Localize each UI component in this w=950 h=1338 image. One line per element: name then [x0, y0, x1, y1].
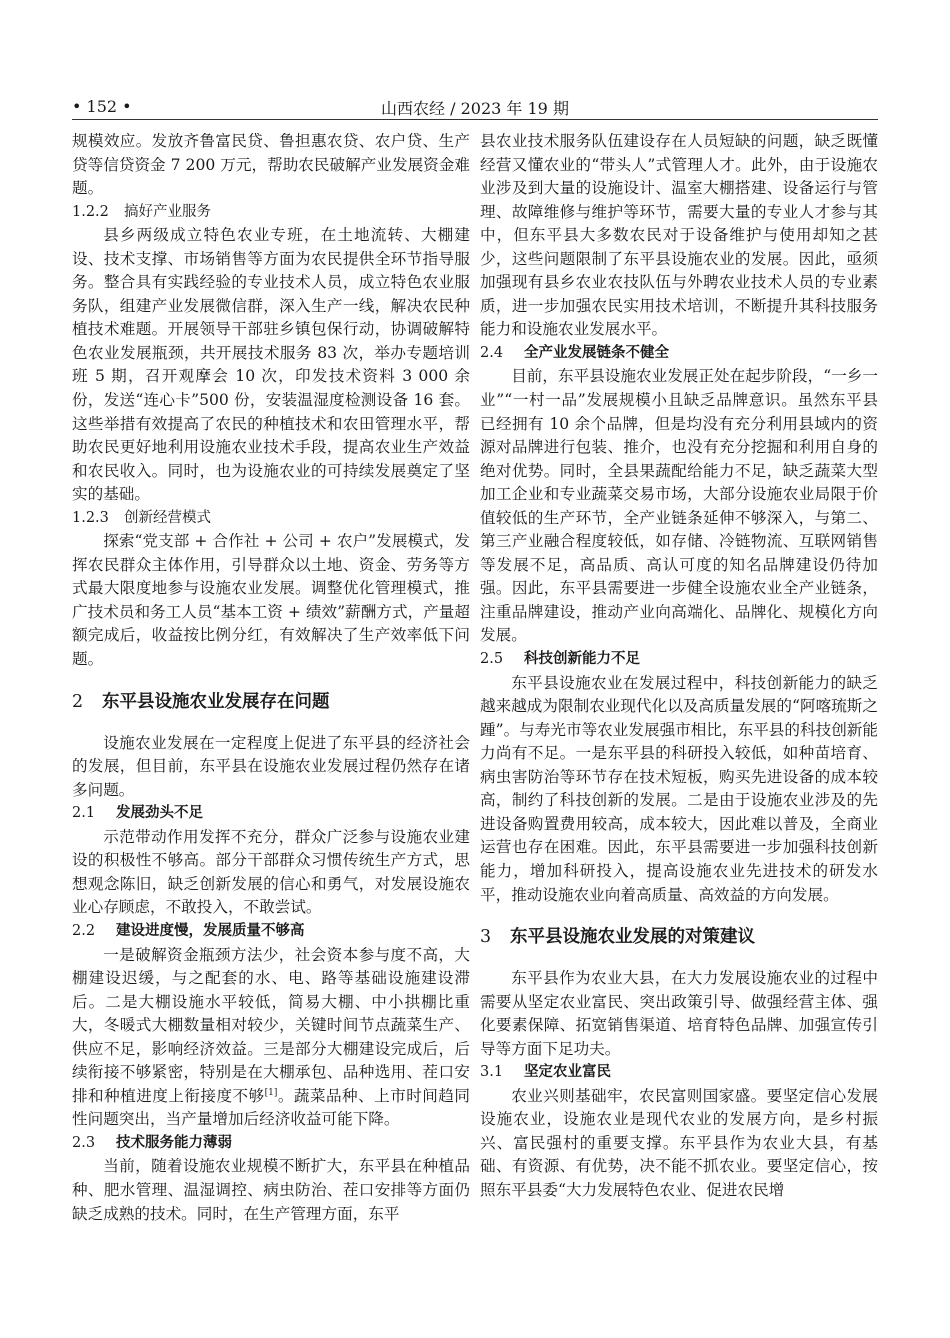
paragraph: 东平县作为农业大县，在大力发展设施农业的过程中需要从坚定农业富民、突出政策引导、做强经营主体、强化要素保障、拓宽销售渠道、培育特色品牌、加强宣传引导等方面下足功夫。: [480, 969, 878, 1058]
section-number: 3.1: [480, 1064, 504, 1081]
section-number: 2: [72, 691, 84, 712]
section-title: 全产业发展链条不健全: [524, 344, 669, 361]
header-rule: [72, 119, 878, 120]
section-number: 1.2.3: [72, 509, 109, 526]
section-heading-1-2-3: [72, 507, 470, 531]
section-heading-1-2-2: [72, 201, 470, 225]
section-title: 科技创新能力不足: [524, 651, 640, 668]
running-header: [72, 94, 878, 120]
section-title: 东平县设施农业发展的对策建议: [510, 927, 755, 948]
section-number: 2.1: [72, 805, 96, 822]
paragraph: [72, 944, 470, 1132]
paragraph: 东平县设施农业在发展过程中，科技创新能力的缺乏越来越成为限制农业现代化以及高质量发展的“阿喀琉斯之踵”。与寿光市等农业发展强市相比，东平县的科技创新能力尚有不足。一是东平县的科研投入较低，如种苗培育、病虫害防治等环节存在技术短板，购买先进设备的成本较高，制约了科技创新的发展。二是由于设施农业涉及的先进设备购置费用较高，成本较大，因此难以普及，全商业运营也存在困难。因此，东平县需要进一步加强科技创新能力，增加科研投入，提高设施农业先进技术的研发水平，推动设施农业向着高质量、高效益的方向发展。: [480, 673, 878, 904]
section-title: 搞好产业服务: [124, 203, 211, 220]
section-title: 坚定农业富民: [524, 1064, 611, 1081]
section-number: 1.2.2: [72, 203, 109, 220]
paragraph: 示范带动作用发挥不充分，群众广泛参与设施农业建设的积极性不够高。部分干部群众习惯传统生产方式，思想观念陈旧，缺乏创新发展的信心和勇气，对发展设施农业心存顾虑，不敢投入，不敢尝试。: [72, 827, 470, 917]
section-heading-3-1: [480, 1061, 878, 1085]
section-number: 3: [480, 927, 492, 948]
section-number: 2.5: [480, 651, 504, 668]
journal-title: 山西农经 / 2023 年 19 期: [381, 99, 569, 118]
section-number: 2.2: [72, 922, 96, 939]
section-title: 建设进度慢，发展质量不够高: [116, 922, 305, 939]
paragraph-text: 。蔬菜品种、上市时间趋同性问题突出，当产量增加后经济收益可能下降。: [72, 1086, 470, 1129]
section-title: 东平县设施农业发展存在问题: [102, 691, 330, 712]
paragraph: 县农业技术服务队伍建设存在人员短缺的问题，缺乏既懂经营又懂农业的“带头人”式管理人才。此外，由于设施农业涉及到大量的设施设计、温室大棚搭建、设备运行与管理、故障维修与维护等环节，需要大量的专业人才参与其中，但东平县大多数农民对于设备维护与使用却知之甚少，这些问题限制了东平县设施农业的发展。因此，亟须加强现有县乡农业农技队伍与外聘农业技术人员的专业素质，进一步加强农民实用技术培训，不断提升其科技服务能力和设施农业发展水平。: [480, 132, 878, 339]
section-heading-3: [480, 907, 878, 967]
paragraph: 目前，东平县设施农业发展正处在起步阶段，“一乡一业”“一村一品”发展规模小且缺乏品牌意识。虽然东平县已经拥有 10 余个品牌，但是均没有充分利用县域内的资源对品牌进行包装、推介，也没有充分挖掘和利用自身的绝对优势。同时，全县果蔬配给能力不足，缺乏蔬菜大型加工企业和专业蔬菜交易市场，大部分设施农业局限于价值较低的生产环节，全产业链条延伸不够深入，与第二、第三产业融合程度较低，如存储、冷链物流、互联网销售等发展不足，高品质、高认可度的知名品牌建设仍待加强。因此，东平县需要进一步健全设施农业全产业链条，注重品牌建设，推动产业向高端化、品牌化、规模化方向发展。: [480, 367, 878, 645]
section-number: 2.4: [480, 344, 504, 361]
section-heading-2-4: [480, 342, 878, 366]
paragraph: 设施农业发展在一定程度上促进了东平县的经济社会的发展，但目前，东平县在设施农业发展过程仍然存在诸多问题。: [72, 733, 470, 799]
paragraph: 规模效应。发放齐鲁富民贷、鲁担惠农贷、农户贷、生产贷等信贷资金 7 200 万元，帮助农民破解产业发展资金难题。: [72, 132, 470, 198]
paragraph: 县乡两级成立特色农业专班，在土地流转、大棚建设、技术支撑、市场销售等方面为农民提供全环节指导服务。整合具有实践经验的专业技术人员，成立特色农业服务队，组建产业发展微信群，深入生产一线，解决农民种植技术难题。开展领导干部驻乡镇包保行动，协调破解特色农业发展瓶颈，共开展技术服务 83 次，举办专题培训班 5 期，召开观摩会 10 次，印发技术资料 3 000 余份，发送“连心卡”500 份，安装温湿度检测设备 16 套。这些举措有效提高了农民的种植技术和农田管理水平，帮助农民更好地利用设施农业技术手段，提高农业生产效益和农民收入。同时，也为设施农业的可持续发展奠定了坚实的基础。: [72, 226, 470, 504]
paragraph: 探索“党支部 + 合作社 + 公司 + 农户”发展模式，发挥农民群众主体作用，引导群众以土地、资金、劳务等方式最大限度地参与设施农业发展。调整优化管理模式，推广技术员和务工人员“基本工资 + 绩效”薪酬方式，产量超额完成后，收益按比例分红，有效解决了生产效率低下问题。: [72, 532, 470, 669]
section-heading-2-5: [480, 648, 878, 672]
section-heading-2-1: [72, 802, 470, 826]
paragraph-text: 一是破解资金瓶颈方法少，社会资本参与度不高，大棚建设迟缓，与之配套的水、电、路等基础设施建设滞后。二是大棚设施水平较低，简易大棚、中小拱棚比重大，冬暖式大棚数量相对较少，关键时间节点蔬菜生产、供应不足，影响经济效益。三是部分大棚建设完成后，后续衔接不够紧密，特别是在大棚承包、品种选用、茬口安排和种植进度上衔接度不够: [72, 945, 470, 1105]
section-heading-2-2: [72, 920, 470, 944]
right-column: [480, 130, 878, 1203]
section-title: 创新经营模式: [124, 509, 211, 526]
section-title: 发展劲头不足: [116, 805, 203, 822]
left-column: [72, 130, 470, 1226]
page-number: • 152 •: [72, 97, 132, 116]
section-heading-2-3: [72, 1132, 470, 1156]
section-heading-2: [72, 672, 470, 732]
section-number: 2.3: [72, 1134, 96, 1151]
citation-ref: [1]: [264, 1087, 278, 1098]
paragraph: 当前，随着设施农业规模不断扩大，东平县在种植品种、肥水管理、温湿调控、病虫防治、茬口安排等方面仍缺乏成熟的技术。同时，在生产管理方面，东平: [72, 1157, 470, 1223]
section-title: 技术服务能力薄弱: [116, 1134, 232, 1151]
paragraph: 农业兴则基础牢，农民富则国家盛。要坚定信心发展设施农业，设施农业是现代农业的发展方向，是乡村振兴、富民强村的重要支撑。东平县作为农业大县，有基础、有资源、有优势，决不能不抓农业。要坚定信心，按照东平县委“大力发展特色农业、促进农民增: [480, 1086, 878, 1199]
